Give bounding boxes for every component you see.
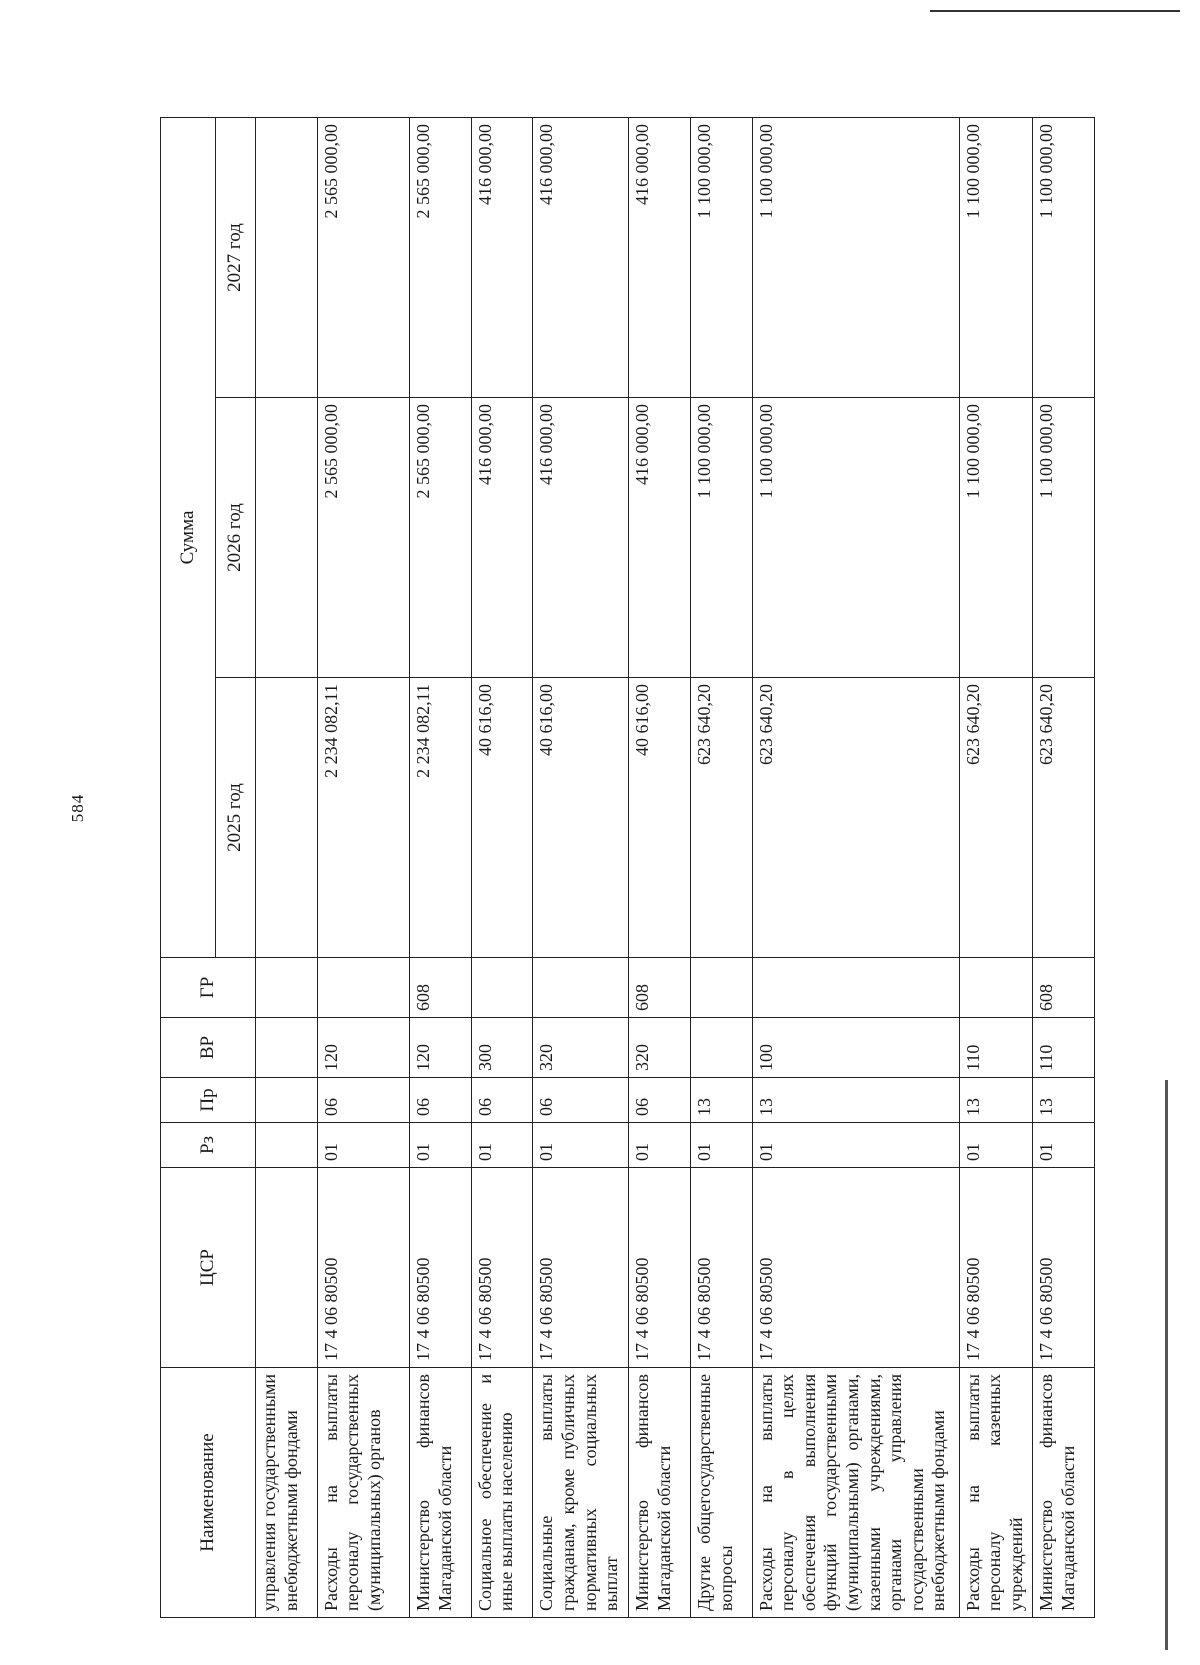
cell-pr: 13 [690, 1078, 752, 1123]
cell-csr: 17 4 06 80500 [959, 1168, 1033, 1368]
table-header [161, 117, 256, 1617]
header-year-2026: 2026 год [216, 398, 256, 678]
cell-2026: 1 100 000,00 [1033, 398, 1095, 678]
table-row [533, 117, 629, 1617]
cell-2026: 416 000,00 [533, 398, 629, 678]
cell-pr: 13 [1033, 1078, 1095, 1123]
cell-pr: 06 [629, 1078, 691, 1123]
cell-name: Министерство финансов Магаданской области [410, 1368, 472, 1618]
table-row [410, 117, 472, 1617]
cell-rz: 01 [690, 1123, 752, 1168]
cell-csr: 17 4 06 80500 [752, 1168, 959, 1368]
table-row [317, 117, 409, 1617]
cell-gr [471, 958, 533, 1018]
cell-csr: 17 4 06 80500 [410, 1168, 472, 1368]
cell-rz: 01 [959, 1123, 1033, 1168]
cell-name: Расходы на выплаты персоналу казенных учреждений [959, 1368, 1033, 1618]
rotated-table-frame [160, 118, 1095, 1618]
cell-2027: 416 000,00 [471, 117, 533, 397]
cell-pr [256, 1078, 318, 1123]
cell-name: Расходы на выплаты персоналу государственных (муниципальных) органов [317, 1368, 409, 1618]
cell-gr [256, 958, 318, 1018]
cell-csr: 17 4 06 80500 [629, 1168, 691, 1368]
cell-2025: 2 234 082,11 [410, 678, 472, 958]
cell-2026: 416 000,00 [471, 398, 533, 678]
header-year-2027: 2027 год [216, 117, 256, 397]
cell-rz: 01 [533, 1123, 629, 1168]
cell-csr: 17 4 06 80500 [1033, 1168, 1095, 1368]
cell-gr [752, 958, 959, 1018]
cell-2026: 1 100 000,00 [752, 398, 959, 678]
cell-gr [690, 958, 752, 1018]
cell-pr: 06 [317, 1078, 409, 1123]
cell-name: Министерство финансов Магаданской области [1033, 1368, 1095, 1618]
page-number: 584 [68, 793, 87, 823]
cell-2027 [256, 117, 318, 397]
cell-name: Другие общегосударственные вопросы [690, 1368, 752, 1618]
cell-2025 [256, 678, 318, 958]
cell-rz: 01 [471, 1123, 533, 1168]
budget-table [160, 117, 1095, 1618]
cell-2027: 1 100 000,00 [690, 117, 752, 397]
cell-2026: 2 565 000,00 [317, 398, 409, 678]
table-row [629, 117, 691, 1617]
header-gr: ГР [161, 958, 256, 1018]
cell-rz: 01 [629, 1123, 691, 1168]
cell-2027: 416 000,00 [629, 117, 691, 397]
scan-artifact-edge [1165, 1080, 1168, 1650]
table-row [752, 117, 959, 1617]
cell-2027: 2 565 000,00 [317, 117, 409, 397]
cell-name: Социальное обеспечение и иные выплаты населению [471, 1368, 533, 1618]
cell-vr: 300 [471, 1018, 533, 1078]
cell-2026: 1 100 000,00 [690, 398, 752, 678]
cell-vr: 110 [1033, 1018, 1095, 1078]
cell-2025: 40 616,00 [533, 678, 629, 958]
cell-2025: 623 640,20 [959, 678, 1033, 958]
table-row [1033, 117, 1095, 1617]
cell-name: Министерство финансов Магаданской области [629, 1368, 691, 1618]
cell-2027: 1 100 000,00 [1033, 117, 1095, 397]
cell-2025: 623 640,20 [1033, 678, 1095, 958]
cell-rz: 01 [317, 1123, 409, 1168]
cell-csr: 17 4 06 80500 [690, 1168, 752, 1368]
table-row [256, 117, 318, 1617]
cell-rz: 01 [1033, 1123, 1095, 1168]
cell-2025: 623 640,20 [752, 678, 959, 958]
table-row [690, 117, 752, 1617]
table-container [160, 118, 1095, 1618]
header-sum: Сумма [161, 117, 216, 957]
header-rz: Рз [161, 1123, 256, 1168]
cell-pr: 06 [471, 1078, 533, 1123]
cell-pr: 06 [533, 1078, 629, 1123]
cell-2025: 40 616,00 [629, 678, 691, 958]
cell-csr: 17 4 06 80500 [471, 1168, 533, 1368]
cell-rz: 01 [410, 1123, 472, 1168]
cell-vr: 320 [533, 1018, 629, 1078]
cell-csr: 17 4 06 80500 [533, 1168, 629, 1368]
cell-2026 [256, 398, 318, 678]
cell-2027: 1 100 000,00 [959, 117, 1033, 397]
table-body [256, 117, 1095, 1617]
cell-2027: 2 565 000,00 [410, 117, 472, 397]
header-pr: Пр [161, 1078, 256, 1123]
cell-2027: 1 100 000,00 [752, 117, 959, 397]
table-row [471, 117, 533, 1617]
scan-artifact-line [930, 10, 1180, 12]
cell-gr [533, 958, 629, 1018]
cell-vr [256, 1018, 318, 1078]
cell-2026: 2 565 000,00 [410, 398, 472, 678]
cell-name: Социальные выплаты гражданам, кроме публичных нормативных социальных выплат [533, 1368, 629, 1618]
cell-2025: 40 616,00 [471, 678, 533, 958]
cell-vr: 320 [629, 1018, 691, 1078]
cell-csr: 17 4 06 80500 [317, 1168, 409, 1368]
cell-gr: 608 [1033, 958, 1095, 1018]
cell-vr: 120 [317, 1018, 409, 1078]
cell-2026: 1 100 000,00 [959, 398, 1033, 678]
cell-rz [256, 1123, 318, 1168]
header-csr: ЦСР [161, 1168, 256, 1368]
cell-gr: 608 [629, 958, 691, 1018]
cell-pr: 13 [959, 1078, 1033, 1123]
cell-2026: 416 000,00 [629, 398, 691, 678]
cell-vr [690, 1018, 752, 1078]
header-year-2025: 2025 год [216, 678, 256, 958]
cell-2025: 623 640,20 [690, 678, 752, 958]
cell-pr: 06 [410, 1078, 472, 1123]
cell-rz: 01 [752, 1123, 959, 1168]
cell-gr: 608 [410, 958, 472, 1018]
cell-vr: 100 [752, 1018, 959, 1078]
cell-2027: 416 000,00 [533, 117, 629, 397]
cell-gr [959, 958, 1033, 1018]
cell-gr [317, 958, 409, 1018]
cell-name: управления государственными внебюджетными фондами [256, 1368, 318, 1618]
header-vr: ВР [161, 1018, 256, 1078]
cell-pr: 13 [752, 1078, 959, 1123]
table-row [959, 117, 1033, 1617]
cell-name: Расходы на выплаты персоналу в целях обеспечения выполнения функций государственными (муниципальными) органами, казенными учреждениями, органами управления государственными внебюджетными фондами [752, 1368, 959, 1618]
cell-csr [256, 1168, 318, 1368]
cell-vr: 120 [410, 1018, 472, 1078]
cell-vr: 110 [959, 1018, 1033, 1078]
header-row-1 [161, 117, 216, 1617]
cell-2025: 2 234 082,11 [317, 678, 409, 958]
header-name: Наименование [161, 1368, 256, 1618]
